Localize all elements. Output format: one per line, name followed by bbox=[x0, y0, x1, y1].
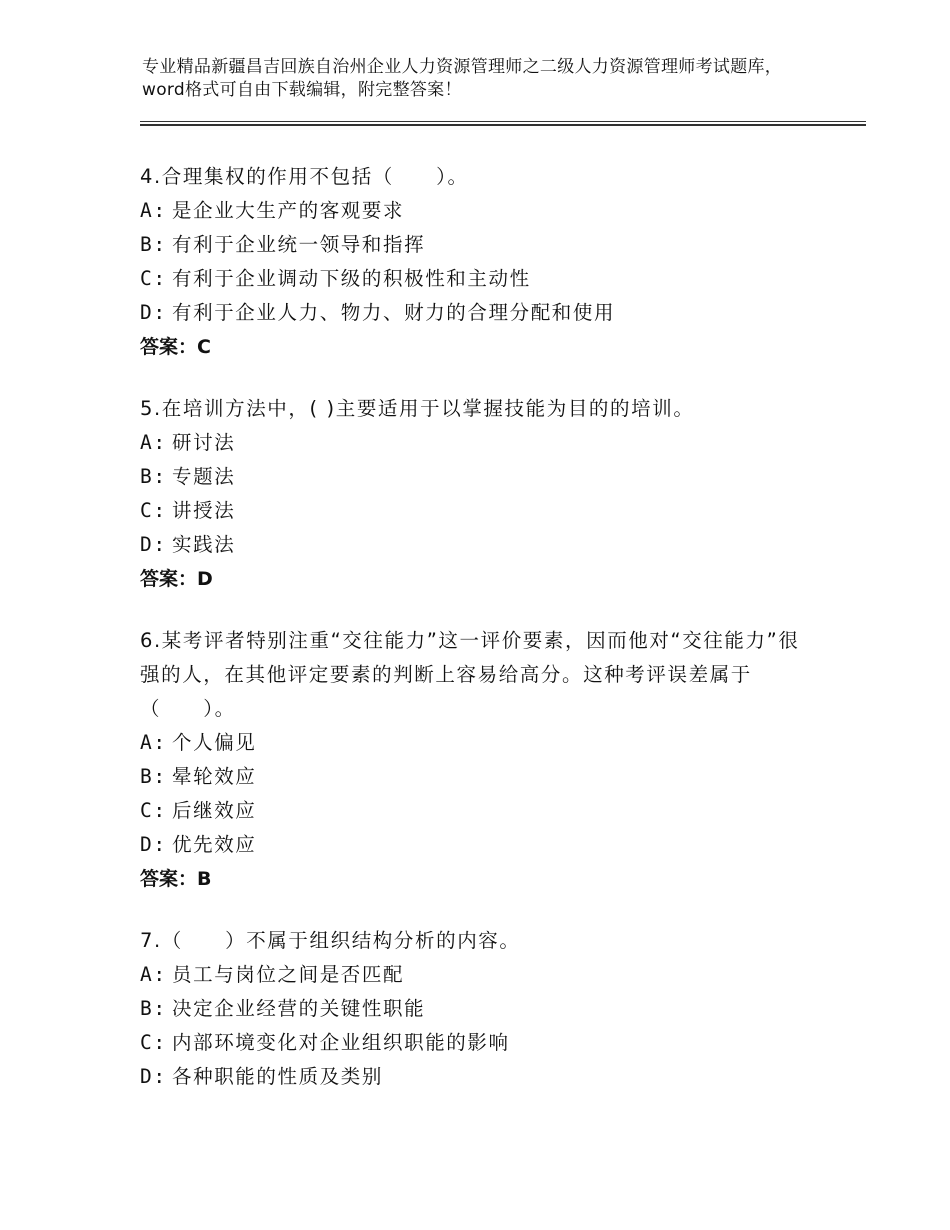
option-c bbox=[140, 794, 810, 828]
option-c bbox=[140, 262, 810, 296]
question-5 bbox=[140, 392, 810, 596]
option-key: A: bbox=[140, 199, 167, 222]
option-text: 后继效应 bbox=[172, 799, 257, 822]
document-title: 专业精品新疆昌吉回族自治州企业人力资源管理师之二级人力资源管理师考试题库，word格式可自由下载编辑，附完整答案！ bbox=[142, 57, 783, 100]
option-text: 个人偏见 bbox=[172, 731, 257, 754]
question-stem: 5.在培训方法中，( )主要适用于以掌握技能为目的的培训。 bbox=[140, 397, 695, 420]
header-divider-bottom bbox=[140, 124, 866, 126]
option-text: 有利于企业调动下级的积极性和主动性 bbox=[172, 267, 531, 290]
header-divider-top bbox=[140, 121, 866, 122]
option-text: 实践法 bbox=[172, 533, 236, 556]
option-b bbox=[140, 228, 810, 262]
answer-line: 答案：B bbox=[140, 868, 212, 890]
option-a bbox=[140, 426, 810, 460]
option-b bbox=[140, 992, 810, 1026]
option-key: C: bbox=[140, 267, 167, 290]
option-a bbox=[140, 726, 810, 760]
option-text: 各种职能的性质及类别 bbox=[172, 1065, 384, 1088]
option-text: 晕轮效应 bbox=[172, 765, 257, 788]
question-list bbox=[140, 160, 810, 1122]
option-text: 决定企业经营的关键性职能 bbox=[172, 997, 426, 1020]
question-7 bbox=[140, 924, 810, 1094]
option-d bbox=[140, 828, 810, 862]
question-stem: 4.合理集权的作用不包括（ ）。 bbox=[140, 165, 469, 188]
option-key: A: bbox=[140, 731, 167, 754]
option-b bbox=[140, 460, 810, 494]
document-header bbox=[142, 56, 822, 102]
option-key: D: bbox=[140, 1065, 167, 1088]
option-text: 讲授法 bbox=[172, 499, 236, 522]
option-c bbox=[140, 1026, 810, 1060]
option-text: 员工与岗位之间是否匹配 bbox=[172, 963, 405, 986]
option-text: 内部环境变化对企业组织职能的影响 bbox=[172, 1031, 510, 1054]
option-text: 有利于企业人力、物力、财力的合理分配和使用 bbox=[172, 301, 616, 324]
question-stem: 7.（ ）不属于组织结构分析的内容。 bbox=[140, 929, 521, 952]
option-text: 研讨法 bbox=[172, 431, 236, 454]
question-6 bbox=[140, 624, 810, 896]
option-d bbox=[140, 1060, 810, 1094]
option-key: C: bbox=[140, 799, 167, 822]
answer-line: 答案：D bbox=[140, 568, 213, 590]
question-stem: 6.某考评者特别注重“交往能力”这一评价要素，因而他对“交往能力”很强的人，在其他评定要素的判断上容易给高分。这种考评误差属于（ ）。 bbox=[140, 629, 800, 720]
option-key: D: bbox=[140, 833, 167, 856]
option-a bbox=[140, 958, 810, 992]
option-d bbox=[140, 296, 810, 330]
option-c bbox=[140, 494, 810, 528]
option-text: 优先效应 bbox=[172, 833, 257, 856]
option-key: D: bbox=[140, 301, 167, 324]
option-d bbox=[140, 528, 810, 562]
option-key: D: bbox=[140, 533, 167, 556]
option-text: 专题法 bbox=[172, 465, 236, 488]
option-a bbox=[140, 194, 810, 228]
option-b bbox=[140, 760, 810, 794]
option-key: B: bbox=[140, 465, 167, 488]
option-key: A: bbox=[140, 963, 167, 986]
option-key: B: bbox=[140, 765, 167, 788]
option-text: 是企业大生产的客观要求 bbox=[172, 199, 405, 222]
option-key: C: bbox=[140, 1031, 167, 1054]
option-key: B: bbox=[140, 233, 167, 256]
option-key: A: bbox=[140, 431, 167, 454]
answer-line: 答案：C bbox=[140, 336, 211, 358]
question-4 bbox=[140, 160, 810, 364]
option-key: B: bbox=[140, 997, 167, 1020]
option-key: C: bbox=[140, 499, 167, 522]
option-text: 有利于企业统一领导和指挥 bbox=[172, 233, 426, 256]
